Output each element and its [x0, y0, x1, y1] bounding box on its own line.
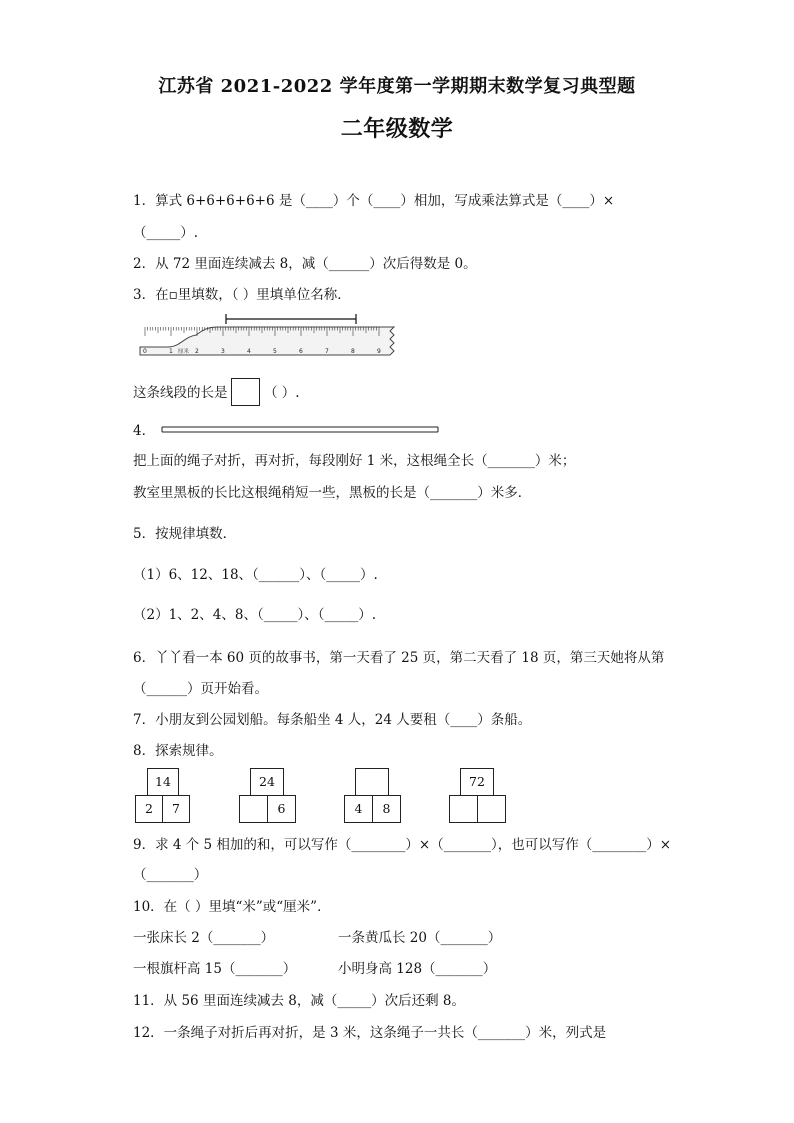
ruler-tick-label: 9 [377, 348, 381, 355]
question-10-item-c: 一根旗杆高 15（_______） [133, 961, 297, 977]
pattern-right-cell[interactable]: 7 [162, 795, 190, 823]
question-9-line-2: （_______） [133, 867, 208, 883]
question-4-number: 4． [133, 423, 156, 439]
question-10-item-a: 一张床长 2（_______） [133, 930, 275, 946]
ruler-tick-label: 8 [351, 348, 355, 355]
pattern-right-cell[interactable] [477, 795, 506, 823]
ruler-tick-label: 2 [195, 348, 199, 355]
question-1-line-2: （_____）. [133, 225, 199, 241]
question-5-part-1: （1）6、12、18、（______）、（_____）. [133, 567, 378, 583]
ruler-tick-label: 3 [221, 348, 225, 355]
ruler-unit-label: 厘米 [178, 349, 190, 355]
page-subtitle: 二年级数学 [340, 116, 454, 142]
pattern-left-cell[interactable]: 4 [344, 795, 373, 823]
question-4-line-1: 把上面的绳子对折，再对折，每段刚好 1 米，这根绳全长（_______）米； [133, 453, 576, 469]
question-11: 11．从 56 里面连续减去 8，减（_____）次后还剩 8。 [133, 993, 465, 1009]
question-10: 10．在（ ）里填“米”或“厘米”． [133, 899, 331, 915]
ruler-figure [138, 313, 400, 359]
question-4-line-2: 教室里黑板的长比这根绳稍短一些，黑板的长是（_______）米多． [133, 485, 532, 501]
question-3-answer-prefix: 这条线段的长是 [133, 385, 228, 401]
question-6-line-1: 6．丫丫看一本 60 页的故事书，第一天看了 25 页，第二天看了 18 页，第三天她将从第 [133, 650, 665, 666]
ruler-tick-label: 0 [143, 348, 147, 355]
question-12: 12．一条绳子对折后再对折，是 3 米，这条绳子一共长（_______）米，列式是 [133, 1025, 607, 1041]
page-title: 江苏省 2021-2022 学年度第一学期期末数学复习典型题 [158, 76, 636, 97]
question-9-line-1: 9．求 4 个 5 相加的和，可以写作（________）×（_______），也可以写作（________）× [133, 837, 672, 853]
question-6-line-2: （______）页开始看。 [133, 681, 268, 697]
question-2: 2．从 72 里面连续减去 8，减（______）次后得数是 0。 [133, 256, 477, 272]
pattern-left-cell[interactable] [239, 795, 268, 823]
question-10-item-b: 一条黄瓜长 20（_______） [338, 930, 502, 946]
question-10-item-d: 小明身高 128（_______） [338, 961, 497, 977]
question-3: 3．在▫里填数，（ ）里填单位名称． [133, 287, 351, 303]
pattern-top-cell[interactable]: 72 [460, 768, 494, 796]
pattern-left-cell[interactable] [449, 795, 478, 823]
question-1-line-1: 1．算式 6+6+6+6+6 是（____）个（____）相加，写成乘法算式是（____）× [133, 193, 615, 209]
ruler-tick-label: 4 [247, 348, 251, 355]
ruler-tick-label: 7 [325, 348, 329, 355]
pattern-top-cell[interactable] [355, 768, 389, 796]
pattern-top-cell[interactable]: 14 [147, 768, 179, 796]
question-3-answer-blank: （ ）. [264, 385, 300, 401]
pattern-left-cell[interactable]: 2 [135, 795, 163, 823]
question-5-part-2: （2）1、2、4、8、（_____）、（_____）. [133, 607, 376, 623]
ruler-tick-label: 6 [299, 348, 303, 355]
ruler-tick-label: 5 [273, 348, 277, 355]
ruler-tick-label: 1 [169, 348, 173, 355]
pattern-top-cell[interactable]: 24 [250, 768, 284, 796]
pattern-right-cell[interactable]: 8 [372, 795, 401, 823]
measured-segment [226, 314, 356, 324]
question-5: 5．按规律填数． [133, 526, 237, 542]
rope-figure [160, 425, 440, 435]
answer-square-box[interactable] [231, 378, 260, 406]
question-8: 8．探索规律。 [133, 743, 223, 759]
pattern-right-cell[interactable]: 6 [267, 795, 296, 823]
question-7: 7．小朋友到公园划船。每条船坐 4 人，24 人要租（____）条船。 [133, 712, 532, 728]
